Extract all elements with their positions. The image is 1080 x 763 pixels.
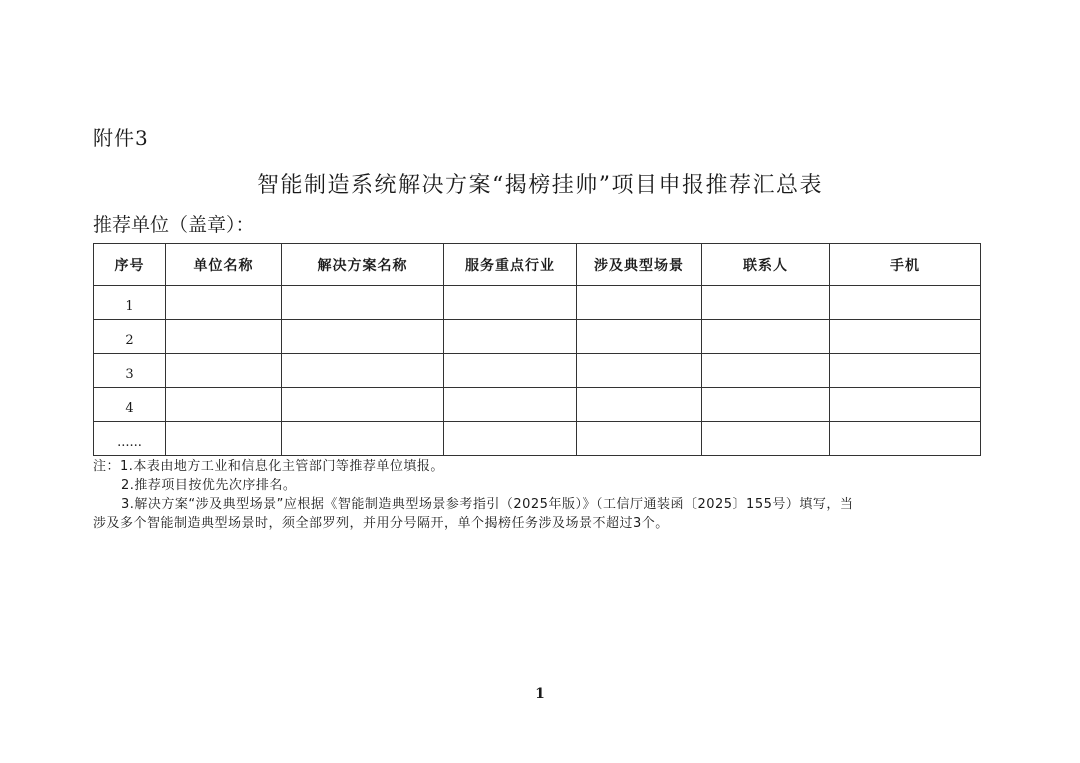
cell-unit-name[interactable] [166,320,282,354]
header-index: 序号 [94,244,166,286]
cell-contact-person[interactable] [702,320,830,354]
row-index: 1 [94,286,166,320]
cell-solution-name[interactable] [282,320,444,354]
cell-key-industry[interactable] [444,354,577,388]
attachment-label: 附件3 [93,126,149,150]
table-row [94,388,981,422]
cell-key-industry[interactable] [444,388,577,422]
note-1: 注：1.本表由地方工业和信息化主管部门等推荐单位填报。 [93,459,444,474]
header-unit-name: 单位名称 [166,244,282,286]
cell-mobile[interactable] [830,320,981,354]
summary-table [93,243,981,456]
cell-solution-name[interactable] [282,422,444,456]
cell-solution-name[interactable] [282,354,444,388]
cell-contact-person[interactable] [702,388,830,422]
cell-contact-person[interactable] [702,286,830,320]
cell-mobile[interactable] [830,422,981,456]
table-header-row [94,244,981,286]
cell-unit-name[interactable] [166,286,282,320]
header-contact-person: 联系人 [702,244,830,286]
note-3-line-1: 3.解决方案“涉及典型场景”应根据《智能制造典型场景参考指引（2025年版）》（工信厅通装函〔2025〕155号）填写，当 [121,497,854,512]
cell-solution-name[interactable] [282,388,444,422]
table-row [94,354,981,388]
row-index: 3 [94,354,166,388]
note-2: 2.推荐项目按优先次序排名。 [121,478,297,493]
cell-typical-scenarios[interactable] [577,320,702,354]
cell-unit-name[interactable] [166,354,282,388]
cell-mobile[interactable] [830,388,981,422]
cell-key-industry[interactable] [444,286,577,320]
header-key-industry: 服务重点行业 [444,244,577,286]
recommending-unit-label: 推荐单位（盖章）： [93,214,255,236]
cell-unit-name[interactable] [166,422,282,456]
table-row [94,422,981,456]
cell-typical-scenarios[interactable] [577,354,702,388]
cell-solution-name[interactable] [282,286,444,320]
header-solution-name: 解决方案名称 [282,244,444,286]
table-row [94,286,981,320]
header-typical-scenarios: 涉及典型场景 [577,244,702,286]
cell-contact-person[interactable] [702,422,830,456]
header-mobile: 手机 [830,244,981,286]
row-index: 2 [94,320,166,354]
table-row [94,320,981,354]
row-index: ...... [94,422,166,456]
cell-mobile[interactable] [830,354,981,388]
notes-section [93,457,988,533]
note-3-line-2: 涉及多个智能制造典型场景时，须全部罗列，并用分号隔开，单个揭榜任务涉及场景不超过3个。 [93,516,669,531]
cell-key-industry[interactable] [444,422,577,456]
page-number: 1 [535,686,545,702]
row-index: 4 [94,388,166,422]
cell-key-industry[interactable] [444,320,577,354]
document-title: 智能制造系统解决方案“揭榜挂帅”项目申报推荐汇总表 [257,173,823,198]
cell-unit-name[interactable] [166,388,282,422]
cell-typical-scenarios[interactable] [577,286,702,320]
cell-contact-person[interactable] [702,354,830,388]
cell-typical-scenarios[interactable] [577,388,702,422]
cell-typical-scenarios[interactable] [577,422,702,456]
cell-mobile[interactable] [830,286,981,320]
